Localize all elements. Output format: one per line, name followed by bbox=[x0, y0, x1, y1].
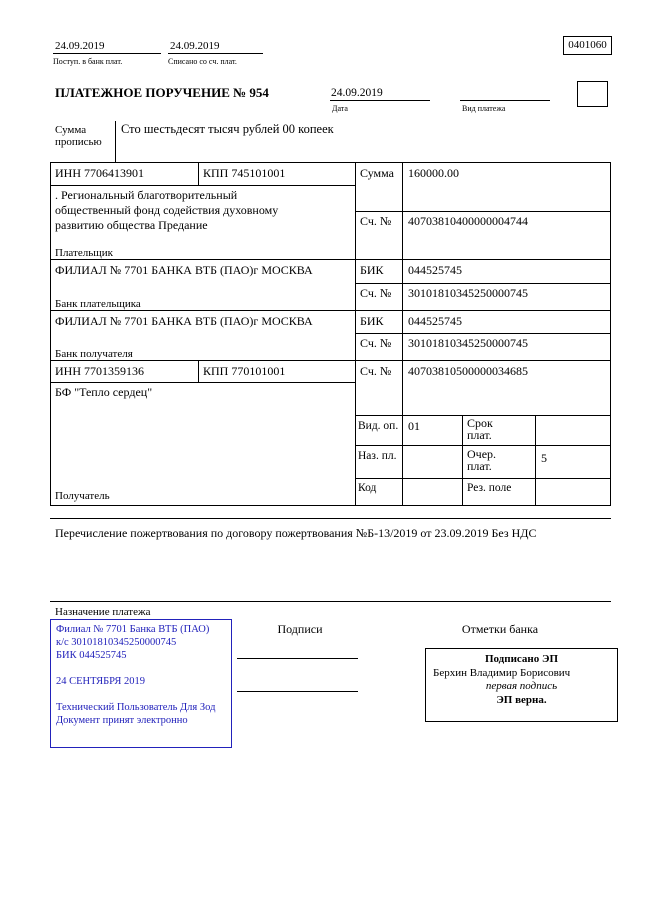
payee-bank-name: ФИЛИАЛ № 7701 БАНКА ВТБ (ПАО)г МОСКВА bbox=[55, 314, 313, 328]
bank-stamp bbox=[50, 619, 232, 748]
payee-bank-bik-value: 044525745 bbox=[408, 314, 462, 328]
divider bbox=[460, 100, 550, 101]
document-title: ПЛАТЕЖНОЕ ПОРУЧЕНИЕ № 954 bbox=[55, 85, 269, 100]
esign-verified: ЭП верна. bbox=[496, 693, 547, 706]
table-border bbox=[355, 333, 610, 334]
payee-name: БФ "Тепло сердец" bbox=[55, 385, 153, 399]
amount-words-label-line2: прописью bbox=[55, 136, 102, 148]
payee-bank-bik-label: БИК bbox=[360, 314, 384, 328]
payee-bank-account-value: 30101810345250000745 bbox=[408, 336, 528, 350]
table-border bbox=[355, 211, 610, 212]
divider bbox=[53, 53, 161, 54]
stamp-bik: БИК 044525745 bbox=[56, 650, 127, 661]
signature-line bbox=[237, 691, 358, 692]
reserve-field-label: Рез. поле bbox=[467, 482, 512, 494]
due-date-label: Срок плат. bbox=[467, 416, 493, 442]
table-border bbox=[355, 478, 610, 479]
purpose-code-label: Наз. пл. bbox=[358, 450, 397, 462]
table-border bbox=[355, 283, 610, 284]
table-border bbox=[50, 162, 51, 505]
table-border bbox=[355, 162, 356, 505]
priority-label: Очер. плат. bbox=[467, 447, 497, 473]
payer-bank-account-label: Сч. № bbox=[360, 286, 392, 300]
payee-account-label: Сч. № bbox=[360, 364, 392, 378]
signature-line bbox=[237, 658, 358, 659]
purpose-label: Назначение платежа bbox=[55, 606, 151, 618]
stamp-corr-account: к/с 30101810345250000745 bbox=[56, 637, 177, 648]
payer-bank-account-value: 30101810345250000745 bbox=[408, 286, 528, 300]
form-code-box: 0401060 bbox=[563, 36, 612, 55]
payee-inn: ИНН 7701359136 bbox=[55, 364, 144, 378]
amount-words-value: Сто шестьдесят тысяч рублей 00 копеек bbox=[121, 122, 334, 136]
payee-account-value: 40703810500000034685 bbox=[408, 364, 528, 378]
table-border bbox=[198, 360, 199, 382]
table-border bbox=[462, 415, 463, 505]
esign-role: первая подпись bbox=[485, 680, 558, 692]
table-border bbox=[355, 445, 610, 446]
payee-section-label: Получатель bbox=[55, 490, 110, 502]
payee-bank-section-label: Банк получателя bbox=[55, 348, 133, 360]
table-border bbox=[50, 185, 355, 186]
table-border bbox=[50, 360, 610, 361]
payee-bank-account-label: Сч. № bbox=[360, 336, 392, 350]
table-border bbox=[610, 162, 611, 505]
payment-kind-label: Вид платежа bbox=[462, 104, 506, 113]
stamp-spacer bbox=[56, 688, 226, 701]
stamp-bank-name: Филиал № 7701 Банка ВТБ (ПАО) bbox=[56, 624, 210, 635]
stamp-spacer bbox=[56, 662, 226, 675]
priority-value: 5 bbox=[541, 451, 547, 465]
received-date: 24.09.2019 bbox=[55, 40, 105, 52]
table-border bbox=[50, 382, 355, 383]
sum-label: Сумма bbox=[360, 166, 394, 180]
payer-account-value: 40703810400000004744 bbox=[408, 214, 528, 228]
purpose-text: Перечисление пожертвования по договору пожертвования №Б-13/2019 от 23.09.2019 Без НДС bbox=[55, 526, 537, 540]
stamp-user: Технический Пользователь Для Зод bbox=[56, 702, 216, 713]
op-kind-value: 01 bbox=[408, 419, 420, 433]
payer-bank-bik-label: БИК bbox=[360, 263, 384, 277]
received-date-label: Поступ. в банк плат. bbox=[53, 57, 123, 66]
sum-value: 160000.00 bbox=[408, 166, 459, 180]
table-border bbox=[198, 162, 199, 185]
document-date: 24.09.2019 bbox=[331, 87, 383, 99]
payer-bank-bik-value: 044525745 bbox=[408, 263, 462, 277]
payer-section-label: Плательщик bbox=[55, 247, 113, 259]
table-border bbox=[50, 162, 610, 163]
table-border bbox=[535, 415, 536, 505]
payee-kpp: КПП 770101001 bbox=[203, 364, 286, 378]
amount-words-label-line1: Сумма bbox=[55, 124, 87, 136]
divider bbox=[50, 601, 611, 602]
esign-title: Подписано ЭП bbox=[484, 653, 559, 665]
table-border bbox=[50, 505, 611, 506]
stamp-date: 24 СЕНТЯБРЯ 2019 bbox=[56, 676, 145, 687]
table-border bbox=[402, 162, 403, 505]
esign-name: Берхин Владимир Борисович bbox=[433, 666, 571, 679]
debited-date-label: Списано со сч. плат. bbox=[168, 57, 237, 66]
debited-date: 24.09.2019 bbox=[170, 40, 220, 52]
divider bbox=[330, 100, 430, 101]
signatures-label: Подписи bbox=[277, 622, 323, 636]
stamp-status: Документ принят электронно bbox=[56, 715, 188, 726]
status-box bbox=[577, 81, 608, 107]
date-label: Дата bbox=[332, 104, 348, 113]
payer-inn: ИНН 7706413901 bbox=[55, 166, 144, 180]
op-kind-label: Вид. оп. bbox=[358, 420, 399, 432]
payer-kpp: КПП 745101001 bbox=[203, 166, 286, 180]
payer-bank-name: ФИЛИАЛ № 7701 БАНКА ВТБ (ПАО)г МОСКВА bbox=[55, 263, 313, 277]
divider bbox=[115, 121, 116, 162]
payer-bank-section-label: Банк плательщика bbox=[55, 298, 141, 310]
table-border bbox=[50, 259, 610, 260]
divider bbox=[168, 53, 263, 54]
payer-name: . Региональный благотворительный общественный фонд содействия духовному развитию общества Предание bbox=[55, 188, 279, 232]
payer-account-label: Сч. № bbox=[360, 214, 392, 228]
bank-marks-label: Отметки банка bbox=[461, 622, 539, 636]
divider bbox=[50, 518, 611, 519]
code-label: Код bbox=[358, 482, 377, 494]
electronic-signature-box bbox=[425, 648, 618, 722]
